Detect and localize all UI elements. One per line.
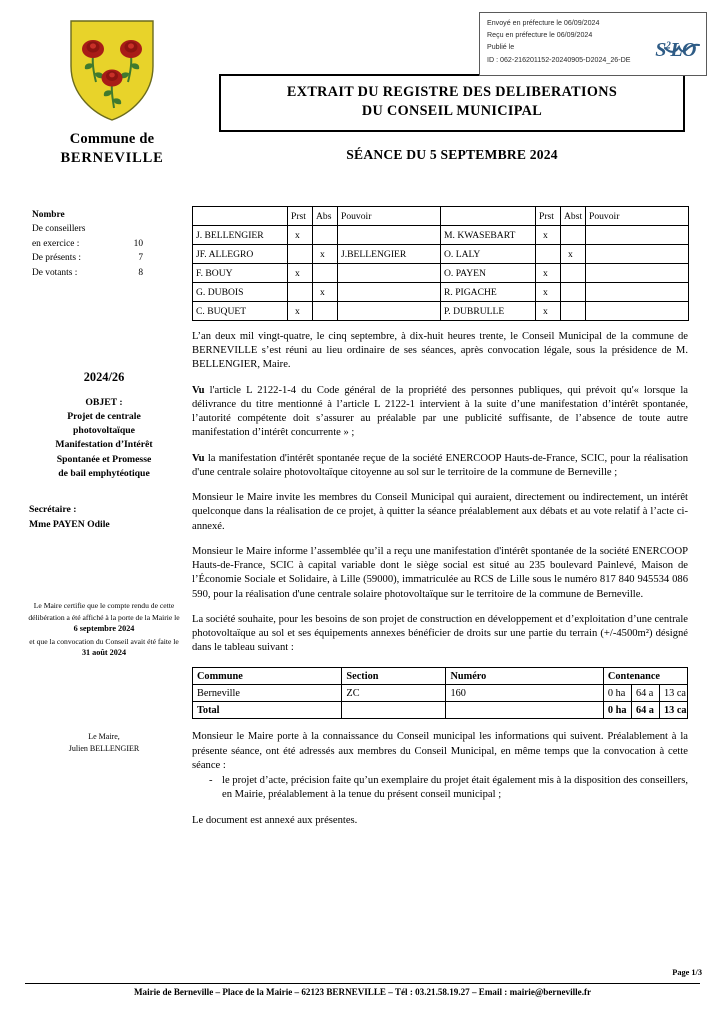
councillor-name-right: P. DUBRULLE (441, 302, 536, 321)
bullet-dash-icon: - (209, 775, 213, 787)
slo-logo-exponent: 2 (665, 40, 671, 52)
parcel-total-centiares: 13 ca (659, 702, 687, 719)
objet-line-2: photovoltaïque (73, 425, 135, 437)
paragraph-vu-article (192, 384, 688, 441)
count-label-votants: De votants : (32, 267, 78, 278)
councillor-prst-right: x (536, 264, 561, 283)
count-value-exercice: 10 (133, 238, 143, 249)
parcel-total-numero (446, 702, 603, 719)
councillor-pouvoir-right (586, 283, 689, 302)
councillor-prst-left: x (288, 264, 313, 283)
parcel-ares: 64 a (631, 685, 659, 702)
count-row-presents (32, 251, 197, 265)
parcel-section: ZC (342, 685, 446, 702)
deliberation-reference: 2024/26 (83, 370, 125, 384)
parcel-total-label: Total (193, 702, 342, 719)
councillor-name-left: F. BOUY (193, 264, 288, 283)
paragraph-opening: L’an deux mil vingt-quatre, le cinq septembre, à dix-huit heures trente, le Conseil Municipal de la commune de BERNEVILLE s’est réuni au lieu ordinaire de ses séances, après convocation légale, sous la présidence de M. BELLENGIER, Maire. (192, 331, 688, 371)
mayor-signature-block (16, 731, 192, 754)
attendance-header-prst-left: Prst (288, 207, 313, 226)
councillor-prst-left (288, 245, 313, 264)
councillor-pouvoir-right (586, 264, 689, 283)
certification-text-2: et que la convocation du Conseil avait été faite le (29, 636, 179, 646)
objet-line-4: Spontanée et Promesse (56, 453, 152, 465)
attendance-header-pouvoir-left: Pouvoir (338, 207, 441, 226)
stamp-line-id: ID : 062-216201152-20240905-D2024_26-DE (487, 55, 631, 64)
mayor-certification-block (16, 600, 192, 660)
councillor-abs-left: x (313, 245, 338, 264)
count-label-exercice: en exercice : (32, 238, 80, 249)
coat-of-arms-icon (67, 18, 157, 123)
councillor-name-left: C. BUQUET (193, 302, 288, 321)
bullet-item-text: le projet d’acte, précision faite qu’un exemplaire du projet était également mis à la disposition des conseillers, en Mairie, préalablement à la tenue du présent conseil municipal ; (222, 775, 688, 801)
parcel-header-commune: Commune (193, 668, 342, 685)
parcel-header-contenance: Contenance (603, 668, 687, 685)
councillor-abst-right (561, 283, 586, 302)
parcel-header-section: Section (342, 668, 446, 685)
councillor-name-left: J. BELLENGIER (193, 226, 288, 245)
councillor-prst-right (536, 245, 561, 264)
objet-line-3: Manifestation d’Intérêt (55, 439, 153, 451)
attendance-header-abst-right: Abst (561, 207, 586, 226)
councillor-abst-right: x (561, 245, 586, 264)
councillor-abs-left: x (313, 283, 338, 302)
document-title-box (219, 74, 685, 132)
councillor-name-right: R. PIGACHE (441, 283, 536, 302)
councillor-prst-right: x (536, 226, 561, 245)
attendance-header-prst-right: Prst (536, 207, 561, 226)
attendance-header-abs-left: Abs (313, 207, 338, 226)
parcel-table (192, 667, 688, 719)
table-row (193, 302, 689, 321)
councillor-prst-right: x (536, 283, 561, 302)
stamp-line-sent: Envoyé en préfecture le 06/09/2024 (487, 19, 600, 27)
councillor-pouvoir-left: J.BELLENGIER (338, 245, 441, 264)
councillor-abs-left (313, 264, 338, 283)
count-value-presents: 7 (138, 253, 143, 264)
council-count-heading: Nombre (32, 210, 65, 220)
session-date-heading: SÉANCE DU 5 SEPTEMBRE 2024 (346, 147, 558, 162)
council-count-block (32, 208, 197, 280)
table-row (193, 283, 689, 302)
councillor-pouvoir-right (586, 226, 689, 245)
stamp-line-received: Reçu en préfecture le 06/09/2024 (487, 31, 593, 40)
councillor-prst-left: x (288, 302, 313, 321)
councillor-prst-left: x (288, 226, 313, 245)
attendance-header-row (193, 207, 689, 226)
attendance-table (192, 206, 689, 321)
paragraph-invite: Monsieur le Maire invite les membres du Conseil Municipal qui auraient, directement ou indirectement, un intérêt quelconque dans la réalisation de ce projet, à quitter la séance préalablement aux débats et au vote relatif à l’acte ci-annexé. (192, 492, 688, 532)
councillor-name-right: O. LALY (441, 245, 536, 264)
count-value-votants: 8 (138, 267, 143, 278)
councillor-abst-right (561, 226, 586, 245)
council-count-sub: De conseillers (32, 224, 86, 235)
mayor-label: Le Maire, (88, 732, 120, 741)
parcel-total-ares: 64 a (631, 702, 659, 719)
parcel-total-row (193, 702, 688, 719)
councillor-pouvoir-right (586, 245, 689, 264)
councillor-abs-left (313, 226, 338, 245)
prefecture-stamp (479, 12, 707, 76)
secretary-label: Secrétaire : (29, 504, 77, 515)
objet-line-1: Projet de centrale (67, 411, 141, 423)
secretary-block (29, 503, 199, 532)
objet-line-5: de bail emphytéotique (58, 467, 150, 479)
table-row (193, 685, 688, 702)
paragraph-vu-manifestation (192, 452, 688, 480)
paragraph-informe: Monsieur le Maire informe l’assemblée qu’il a reçu une manifestation d'intérêt spontanée de la société ENERCOOP Hauts-de-France, SCIC à capital variable dont le siège social est situé au 235 boulevard Painlevé, Maison de l’Économie Sociale et Solidaire, à Lille (59000), immatriculée au RCS de Lille sous le numéro 817 840 945534 086 590, pour la réalisation d'une centrale solaire photovoltaïque sur le territoire de la commune de Berneville. (192, 545, 688, 600)
secretary-name: Mme PAYEN Odile (29, 518, 110, 530)
certification-date-1: 6 septembre 2024 (73, 624, 135, 634)
parcel-header-row (193, 668, 688, 685)
count-label-presents: De présents : (32, 253, 81, 264)
parcel-commune: Berneville (193, 685, 342, 702)
footer-divider (25, 983, 700, 984)
slo-swoosh-icon (664, 43, 700, 57)
paragraph-porte-connaissance: Monsieur le Maire porte à la connaissance du Conseil municipal les informations qui suivent. Préalablement à la présente séance, ont été adressés aux membres du Conseil Municipal, en même temps que la convocation à cette séance : (192, 731, 688, 771)
councillor-abst-right (561, 302, 586, 321)
deliberation-objet-block (14, 396, 194, 481)
councillor-abs-left (313, 302, 338, 321)
parcel-centiares: 13 ca (659, 685, 687, 702)
councillor-name-right: M. KWASEBART (441, 226, 536, 245)
paragraph-document-annexe: Le document est annexé aux présentes. (192, 814, 358, 826)
mayor-name: Julien BELLENGIER (68, 743, 140, 753)
councillor-name-left: JF. ALLEGRO (193, 245, 288, 264)
count-row-exercice (32, 237, 197, 251)
commune-name (52, 130, 172, 167)
councillor-pouvoir-left (338, 302, 441, 321)
count-row-votants (32, 266, 197, 280)
vu-body-1: l'article L 2122-1-4 du Code général de la propriété des personnes publiques, qui prévoit qu'« lorsque la délivrance du titre mentionné à l’article L 2122-1 intervient à la suite d’une manifestation d’intérêt spontanée, l’autorité compétente doit s’assurer au préalable par une publicité suffisante, de l’absence de toute autre manifestation d’intérêt concurrente » ; (192, 384, 688, 439)
parcel-hectares: 0 ha (603, 685, 631, 702)
paragraph-societe-souhaite: La société souhaite, pour les besoins de son projet de construction en développement et d’exploitation d’une centrale photovoltaïque au sol et ses équipements annexes bénéficier de droits sur une partie du terrain (+/-4500m²) désigné dans le tableau suivant : (192, 613, 688, 654)
page-title-line2: DU CONSEIL MUNICIPAL (361, 102, 543, 119)
councillor-pouvoir-left (338, 264, 441, 283)
main-content-column (192, 206, 688, 828)
certification-text-1: Le Maire certifie que le compte rendu de cette délibération a été affiché à la porte de la Mairie le (28, 601, 180, 622)
list-item (192, 774, 688, 802)
vu-lead-2: Vu (192, 452, 205, 464)
footer-address: Mairie de Berneville – Place de la Mairie – 62123 BERNEVILLE – Tél : 03.21.58.19.27 – Email : mairie@berneville.fr (133, 987, 592, 997)
councillor-name-left: G. DUBOIS (193, 283, 288, 302)
page-title-line1: EXTRAIT DU REGISTRE DES DELIBERATIONS (286, 84, 618, 100)
objet-label: OBJET : (85, 397, 123, 408)
table-row (193, 226, 689, 245)
page-number: Page 1/3 (672, 968, 702, 977)
parcel-total-hectares: 0 ha (603, 702, 631, 719)
councillor-prst-left (288, 283, 313, 302)
slo-logo-s: S (655, 39, 666, 61)
councillor-pouvoir-left (338, 226, 441, 245)
parcel-numero: 160 (446, 685, 603, 702)
table-row (193, 264, 689, 283)
councillor-pouvoir-left (338, 283, 441, 302)
parcel-header-numero: Numéro (446, 668, 603, 685)
vu-lead-1: Vu (192, 384, 205, 396)
attendance-header-name-left (193, 207, 288, 226)
councillor-name-right: O. PAYEN (441, 264, 536, 283)
commune-crest-block (52, 18, 172, 167)
commune-name-line2: BERNEVILLE (60, 149, 164, 166)
vu-body-2: la manifestation d'intérêt spontanée reçue de la société ENERCOOP Hauts-de-France, SCIC, pour la réalisation d'une centrale solaire photovoltaïque citoyenne au sol sur le territoire de la commune de Berneville ; (192, 452, 688, 478)
stamp-line-published: Publié le (487, 43, 515, 52)
councillor-pouvoir-right (586, 302, 689, 321)
attendance-header-name-right (441, 207, 536, 226)
certification-date-2: 31 août 2024 (81, 648, 127, 658)
slo-logo-lo: LO (670, 39, 696, 61)
councillor-prst-right: x (536, 302, 561, 321)
attendance-header-pouvoir-right: Pouvoir (586, 207, 689, 226)
commune-name-line1: Commune de (69, 131, 155, 147)
councillor-abst-right (561, 264, 586, 283)
table-row (193, 245, 689, 264)
parcel-total-section (342, 702, 446, 719)
documents-bullet-list (192, 774, 688, 802)
